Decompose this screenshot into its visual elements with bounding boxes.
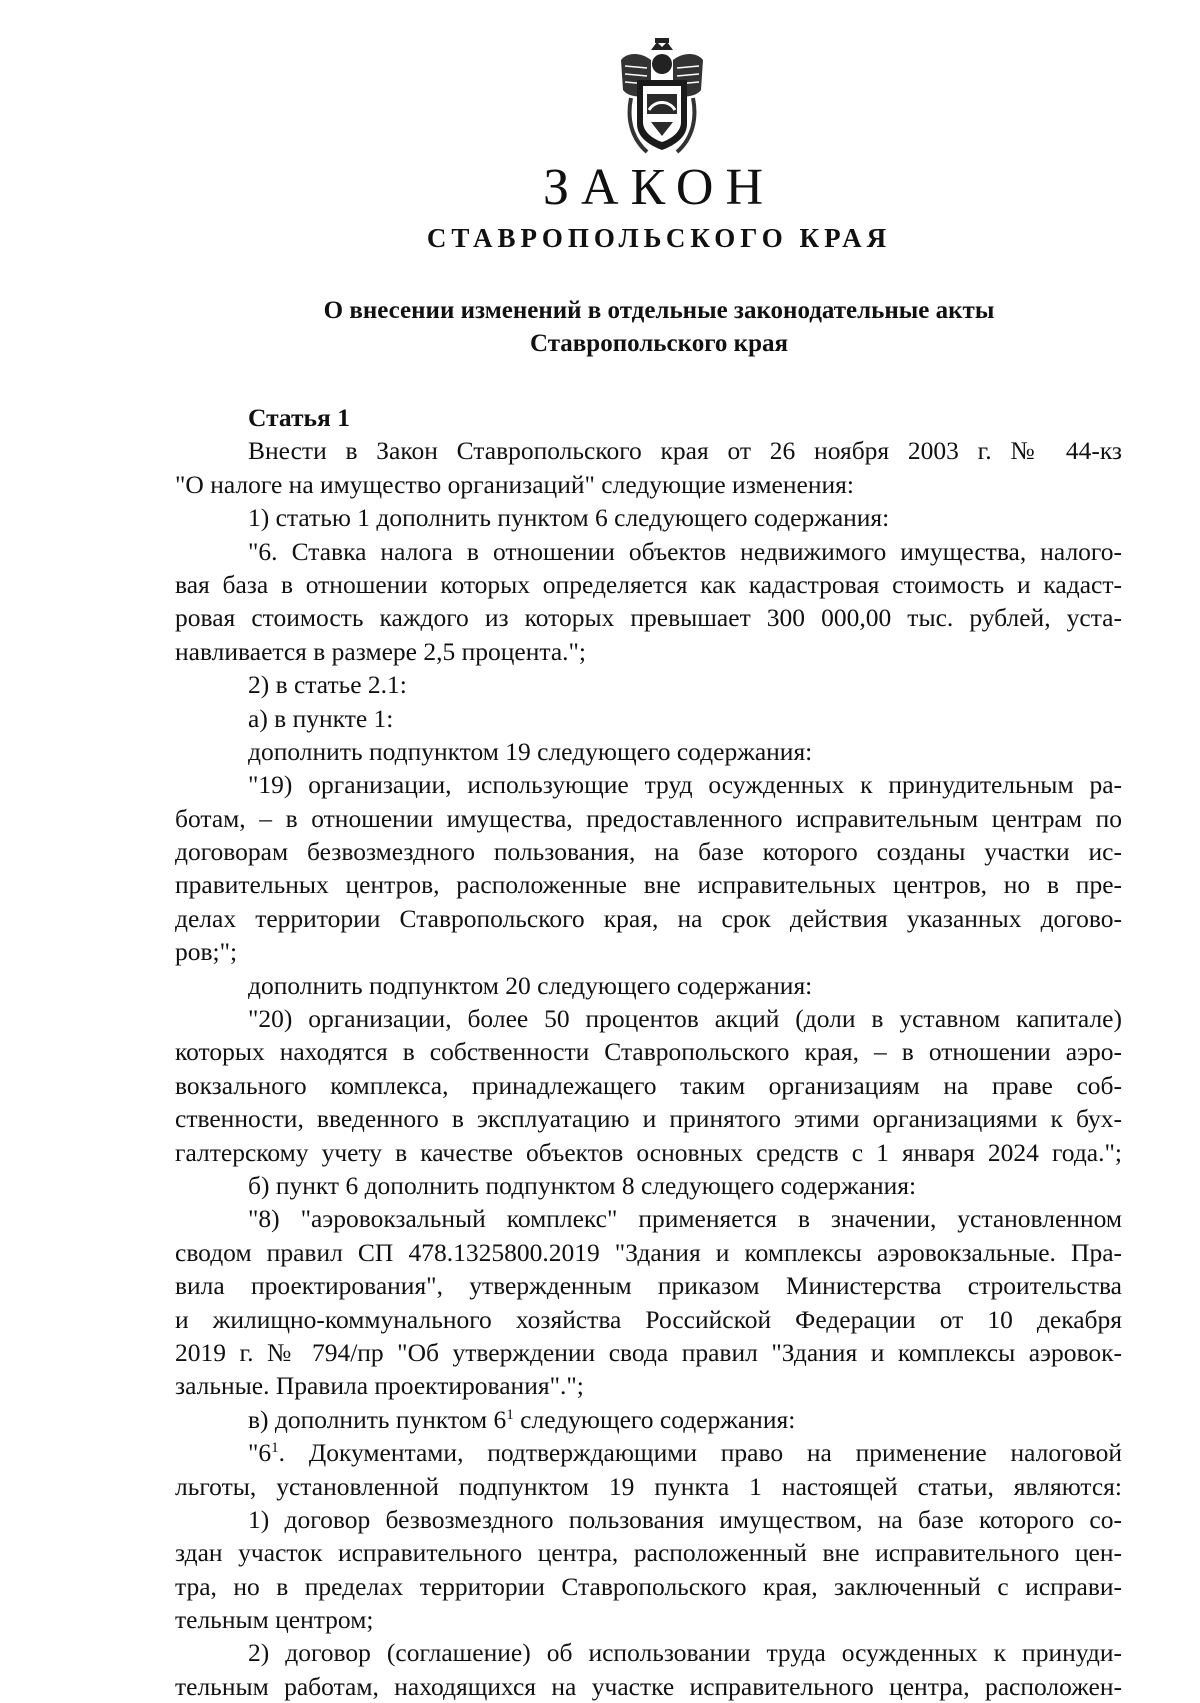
text-line: зальные. Правила проектирования"."; — [175, 1371, 584, 1401]
text-line: "20) организации, более 50 процентов акций (доли в уставном капитале) — [248, 1004, 1122, 1034]
text-line: "6. Ставка налога в отношении объектов недвижимого имущества, налого- — [248, 536, 1122, 566]
law-heading-line-2: Ставропольского края — [529, 330, 789, 357]
text-line: сводом правил СП 478.1325800.2019 "Здания и комплексы аэровокзальные. Пра- — [175, 1237, 1122, 1267]
text-line: здан участок исправительного центра, расположенный вне исправительного цен- — [175, 1538, 1122, 1568]
text-line: "О налоге на имущество организаций" следующие изменения: — [175, 469, 854, 499]
text-line: льготы, установленной подпунктом 19 пункта 1 настоящей статьи, являются: — [175, 1471, 1122, 1501]
text-line: Внести в Закон Ставропольского края от 26 ноября 2003 г. № 44-кз — [248, 436, 1122, 466]
superscript: 1 — [506, 1406, 514, 1423]
text-line: дополнить подпунктом 20 следующего содержания: — [248, 970, 813, 1000]
text-segment: следующего содержания: — [513, 1404, 796, 1434]
text-line: тельным работам, находящихся на участке исправительного центра, расположен- — [175, 1671, 1122, 1701]
text-segment: "6 — [248, 1438, 272, 1468]
text-line: ровая стоимость каждого из которых превышает 300 000,00 тыс. рублей, уста- — [175, 603, 1122, 633]
text-line: правительных центров, расположенные вне исправительных центров, но в пре- — [175, 870, 1122, 900]
text-line: ственности, введенного в эксплуатацию и принятого этими организациями к бух- — [175, 1104, 1122, 1134]
text-line: тра, но в пределах территории Ставропольского края, заключенный с исправи- — [175, 1571, 1122, 1601]
text-line: 1) статью 1 дополнить пунктом 6 следующего содержания: — [248, 503, 890, 533]
text-line: вая база в отношении которых определяется как кадастровая стоимость и кадаст- — [175, 569, 1122, 599]
text-line: "8) "аэровокзальный комплекс" применяется в значении, установленном — [248, 1204, 1122, 1234]
text-line: и жилищно-коммунального хозяйства Российской Федерации от 10 декабря — [175, 1304, 1122, 1334]
text-line: "19) организации, использующие труд осужденных к принудительным ра- — [248, 770, 1122, 800]
text-segment: . Документами, подтверждающими право на применение налоговой — [278, 1438, 1122, 1468]
text-line-with-superscript — [175, 1436, 1122, 1469]
law-heading — [0, 294, 1200, 360]
text-line: которых находятся в собственности Ставропольского края, – в отношении аэро- — [175, 1037, 1122, 1067]
text-line: 2) договор (соглашение) об использовании труда осужденных к принуди- — [248, 1638, 1122, 1668]
text-line: делах территории Ставропольского края, на срок действия указанных догово- — [175, 903, 1122, 933]
text-line: б) пункт 6 дополнить подпунктом 8 следующего содержания: — [248, 1170, 917, 1200]
document-title: ЗАКОН — [542, 159, 776, 216]
text-line: 2019 г. № 794/пр "Об утверждении свода правил "Здания и комплексы аэровок- — [175, 1337, 1122, 1367]
text-line: 1) договор безвозмездного пользования имуществом, на базе которого со- — [248, 1504, 1122, 1534]
text-line: ров;"; — [175, 937, 238, 967]
text-line: вила проектирования", утвержденным приказом Министерства строительства — [175, 1271, 1122, 1301]
text-line: а) в пункте 1: — [248, 703, 394, 733]
text-line: 2) в статье 2.1: — [248, 670, 407, 700]
text-line: договорам безвозмездного пользования, на базе которого созданы участки ис- — [175, 837, 1122, 867]
text-line: ботам, – в отношении имущества, предоставленного исправительным центрам по — [175, 803, 1122, 833]
text-line: дополнить подпунктом 19 следующего содержания: — [248, 736, 813, 766]
text-line-with-superscript — [175, 1403, 1122, 1436]
superscript: 1 — [271, 1440, 279, 1457]
coat-of-arms-emblem — [617, 38, 707, 156]
law-heading-line-1: О внесении изменений в отдельные законодательные акты — [323, 297, 995, 324]
article-heading: Статья 1 — [248, 403, 350, 432]
text-line: галтерскому учету в качестве объектов основных средств с 1 января 2024 года."; — [175, 1137, 1122, 1167]
text-line: тельным центром; — [175, 1605, 374, 1635]
text-segment: в) дополнить пунктом 6 — [248, 1404, 507, 1434]
text-line: вокзального комплекса, принадлежащего таким организациям на праве соб- — [175, 1070, 1122, 1100]
text-line: навливается в размере 2,5 процента."; — [175, 636, 587, 666]
document-body — [175, 401, 1122, 1703]
document-subtitle: СТАВРОПОЛЬСКОГО КРАЯ — [426, 223, 892, 253]
